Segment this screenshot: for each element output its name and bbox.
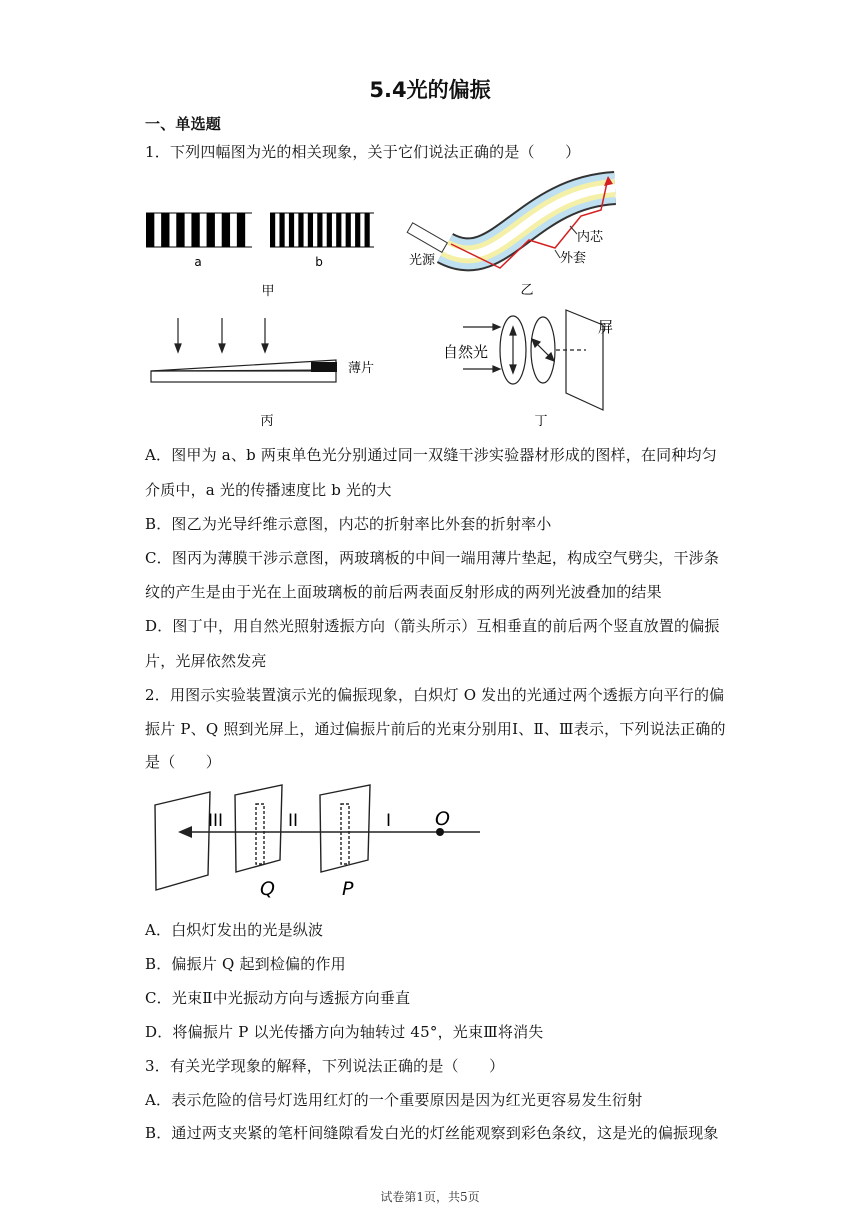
label-bing: 丙: [260, 414, 274, 429]
question-2-stem-line1: 2．用图示实验装置演示光的偏振现象，白炽灯 O 发出的光通过两个透振方向平行的偏: [145, 686, 725, 704]
q2-option-b: B．偏振片 Q 起到检偏的作用: [145, 955, 346, 973]
figure-ding-polarizers: [438, 305, 638, 430]
light-source-icon: [407, 223, 447, 253]
q2-option-d: D．将偏振片 P 以光传播方向为轴转过 45°，光束Ⅲ将消失: [145, 1023, 544, 1041]
label-P: P: [342, 878, 354, 900]
label-ping: 屏: [598, 318, 614, 336]
question-2-stem-line3: 是（ ）: [145, 753, 222, 771]
label-ziranguang: 自然光: [443, 343, 489, 361]
label-beam-II: II: [288, 811, 299, 831]
figure-q2-polarizer-setup: [150, 780, 490, 905]
section-heading: 一、单选题: [145, 115, 222, 133]
label-ding: 丁: [534, 414, 548, 429]
q1-option-a-line1: A．图甲为 a、b 两束单色光分别通过同一双缝干涉实验器材形成的图样，在同种均匀: [145, 446, 717, 464]
figure-yi-optical-fiber: [405, 168, 630, 303]
q1-option-c-line2: 纹的产生是由于光在上面玻璃板的前后两表面反射形成的两列光波叠加的结果: [145, 583, 662, 601]
label-waitao: 外套: [560, 251, 587, 266]
label-Q: Q: [260, 878, 275, 900]
label-beam-I: I: [386, 811, 392, 831]
figure-jia: [140, 200, 390, 305]
q1-option-d-line2: 片，光屏依然发亮: [145, 652, 267, 670]
label-beam-III: III: [208, 811, 224, 831]
label-guangyuan: 光源: [409, 253, 436, 268]
label-a: a: [194, 255, 202, 269]
interference-pattern-a: [146, 213, 252, 247]
page-footer: 试卷第1页，共5页: [380, 1190, 480, 1204]
q2-option-a: A．白炽灯发出的光是纵波: [145, 921, 324, 939]
shim-block: [311, 362, 337, 372]
label-yi: 乙: [520, 283, 534, 298]
question-1-stem: 1．下列四幅图为光的相关现象，关于它们说法正确的是（ ）: [145, 143, 581, 161]
q2-option-c: C．光束Ⅱ中光振动方向与透振方向垂直: [145, 989, 411, 1007]
q1-option-a-line2: 介质中，a 光的传播速度比 b 光的大: [145, 481, 392, 499]
label-b: b: [315, 255, 323, 269]
figure-bing-thin-film: [145, 308, 395, 433]
label-O: O: [435, 808, 450, 830]
page-title: 5.4光的偏振: [369, 78, 491, 102]
label-neixin: 内芯: [577, 230, 604, 245]
q1-option-d-line1: D．图丁中，用自然光照射透振方向（箭头所示）互相垂直的前后两个竖直放置的偏振: [145, 617, 720, 635]
q3-option-b: B．通过两支夹紧的笔杆间缝隙看发白光的灯丝能观察到彩色条纹，这是光的偏振现象: [145, 1124, 719, 1142]
question-3-stem: 3．有关光学现象的解释，下列说法正确的是（ ）: [145, 1057, 505, 1075]
label-baopian: 薄片: [348, 361, 375, 376]
q3-option-a: A．表示危险的信号灯选用红灯的一个重要原因是因为红光更容易发生衍射: [145, 1091, 643, 1109]
question-2-stem-line2: 振片 P、Q 照到光屏上，通过偏振片前后的光束分别用Ⅰ、Ⅱ、Ⅲ表示，下列说法正确的: [145, 720, 726, 738]
label-jia: 甲: [261, 284, 275, 299]
interference-pattern-b: [270, 213, 374, 247]
q1-option-c-line1: C．图丙为薄膜干涉示意图，两玻璃板的中间一端用薄片垫起，构成空气劈尖，干涉条: [145, 549, 720, 567]
q1-option-b: B．图乙为光导纤维示意图，内芯的折射率比外套的折射率小: [145, 515, 552, 533]
